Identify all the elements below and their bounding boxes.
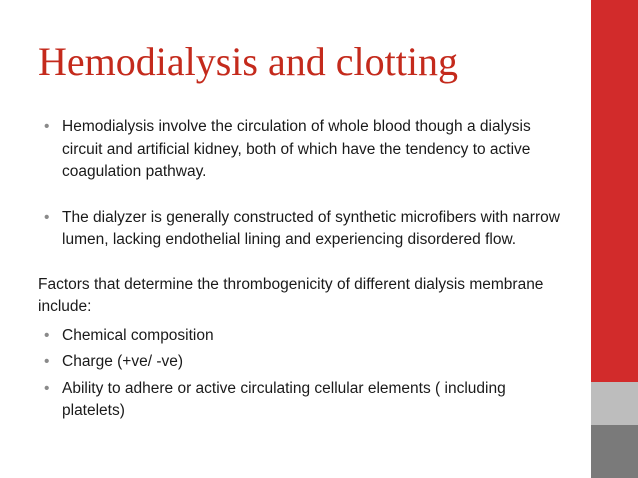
slide-body (38, 116, 568, 427)
slide-title: Hemodialysis and clotting (38, 39, 458, 84)
factor-item: • Chemical composition (38, 325, 568, 348)
factor-item: • Charge (+ve/ -ve) (38, 351, 568, 374)
factor-item: • Ability to adhere or active circulating cellular elements ( including platelets) (38, 378, 568, 423)
side-band-gray-light (591, 382, 638, 425)
main-bullet-list (38, 116, 568, 252)
bullet-item: • The dialyzer is generally constructed of synthetic microfibers with narrow lumen, lacking endothelial lining and experiencing disordered flow. (38, 207, 568, 252)
factors-list (38, 325, 568, 423)
bullet-item: • Hemodialysis involve the circulation of whole blood though a dialysis circuit and artificial kidney, both of which have the tendency to active coagulation pathway. (38, 116, 568, 184)
side-band-red (591, 0, 638, 382)
side-band-gray-dark (591, 425, 638, 478)
factors-intro: Factors that determine the thrombogenicity of different dialysis membrane include: (38, 275, 544, 315)
decorative-side-band (591, 0, 638, 478)
